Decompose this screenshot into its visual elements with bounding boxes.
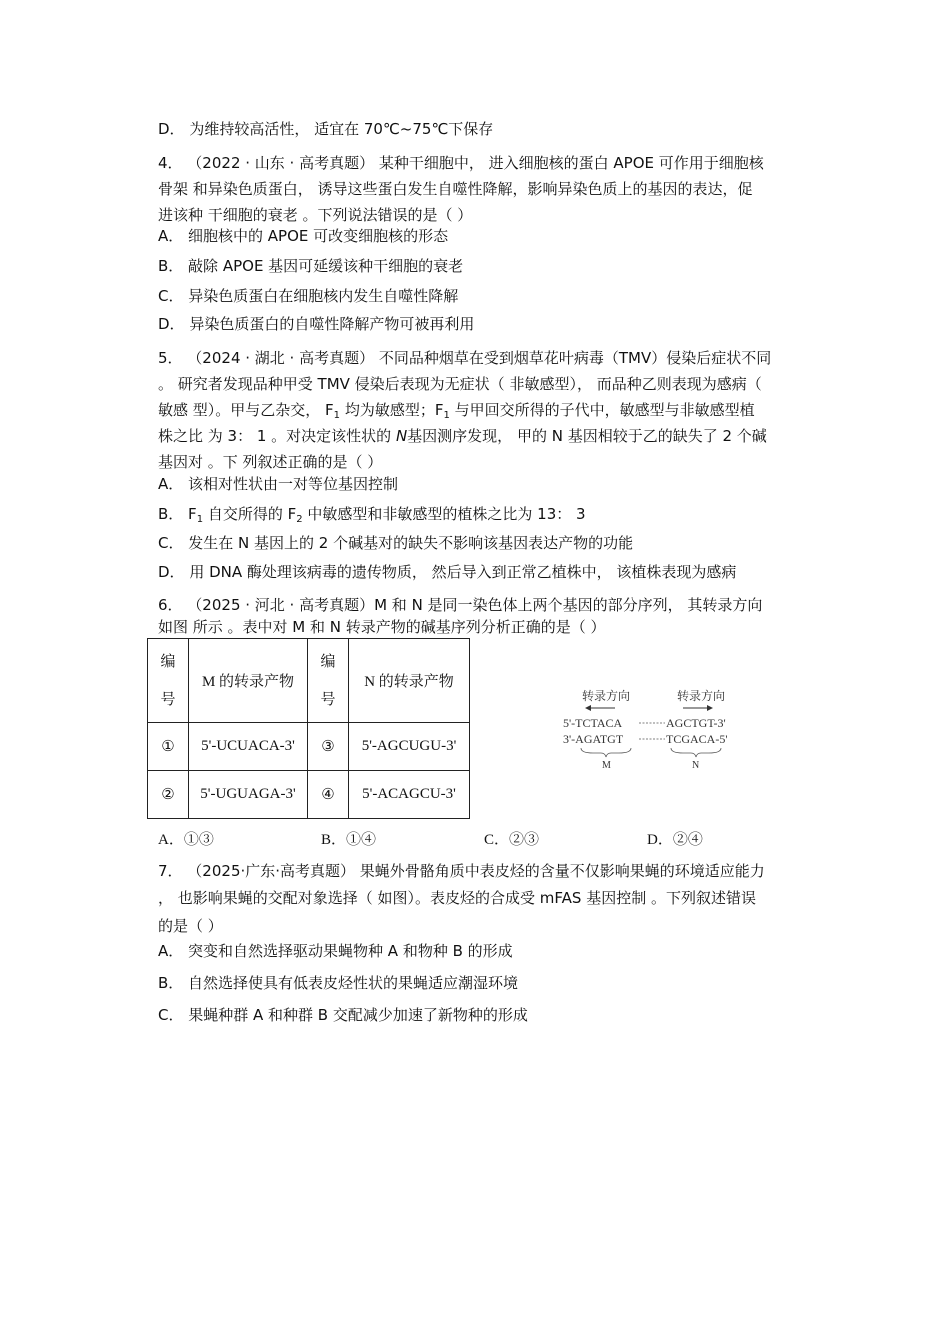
q5-option-b: B． $F_1$ 自交所得的 $F_2$ 中敏感型和非敏感型的植株之比为 13： 3: [158, 505, 586, 525]
q6-stem-line-2: 如图 所示 。表中对 M 和 N 转录产物的碱基序列分析正确的是（ ）: [158, 618, 606, 636]
m-top-strand: 5'-TCTACA: [563, 716, 623, 730]
q5-option-a: A． 该相对性状由一对等位基因控制: [158, 475, 399, 493]
m-gene-label: M: [602, 760, 611, 771]
n-product-cell: 5'-ACAGCU-3': [349, 771, 470, 819]
q6-choice-c: C．②③: [484, 832, 540, 848]
gene-direction-diagram: [555, 682, 755, 772]
transcript-table: [147, 638, 470, 819]
q7-stem-line-1: 7． （2025·广东·高考真题） 果蝇外骨骼角质中表皮烃的含量不仅影响果蝇的环境适应能力: [158, 862, 765, 880]
n-top-strand: AGCTGT-3': [666, 716, 726, 730]
q5-stem-line-2: 。 研究者发现品种甲受 TMV 侵染后表现为无症状（ 非敏感型）， 而品种乙则表现为感病（: [158, 375, 762, 393]
right-direction-label: 转录方向: [677, 689, 726, 703]
m-brace-icon: [581, 748, 631, 757]
q5-stem-line-5: 基因对 。下 列叙述正确的是（ ）: [158, 453, 383, 471]
q6-choice-b: B．①④: [321, 832, 377, 848]
table-row: [148, 771, 470, 819]
m-product-cell: 5'-UGUAGA-3': [189, 771, 308, 819]
header-n-product: N 的转录产物: [349, 639, 470, 723]
n-brace-icon: [671, 748, 721, 757]
header-number-2: 编 号: [308, 639, 349, 723]
q5-option-c: C． 发生在 N 基因上的 2 个碱基对的缺失不影响该基因表达产物的功能: [158, 534, 634, 552]
q4-stem-line-3: 进该种 干细胞的衰老 。下列说法错误的是（ ）: [158, 206, 473, 224]
n-bottom-strand: TCGACA-5': [666, 732, 728, 746]
q7-option-c: C． 果蝇种群 A 和种群 B 交配减少加速了新物种的形成: [158, 1006, 528, 1024]
q4-stem-line-1: 4． （2022 · 山东 · 高考真题） 某种干细胞中， 进入细胞核的蛋白 APOE 可作用于细胞核: [158, 154, 764, 172]
left-arrow-icon: [585, 705, 615, 711]
right-arrow-icon: [683, 705, 713, 711]
q4-option-b: B． 敲除 APOE 基因可延缓该种干细胞的衰老: [158, 257, 464, 275]
m-product-cell: 5'-UCUACA-3': [189, 723, 308, 771]
header-number-1: 编 号: [148, 639, 189, 723]
q5-stem-line-4: 株之比 为 3： 1 。对决定该性状的 N基因测序发现， 甲的 N 基因相较于乙的缺失了 2 个碱: [158, 427, 767, 445]
row-number: ②: [148, 771, 189, 819]
q6-stem-line-1: 6． （2025 · 河北 · 高考真题）M 和 N 是同一染色体上两个基因的部分序列， 其转录方向: [158, 596, 763, 614]
m-bottom-strand: 3'-AGATGT: [563, 732, 624, 746]
q4-stem-line-2: 骨架 和异染色质蛋白， 诱导这些蛋白发生自噬性降解，影响异染色质上的基因的表达，促: [158, 180, 753, 198]
q7-stem-line-3: 的是（ ）: [158, 917, 223, 935]
q5-option-d: D． 用 DNA 酶处理该病毒的遗传物质， 然后导入到正常乙植株中， 该植株表现为感病: [158, 563, 737, 581]
q5-stem-line-1: 5． （2024 · 湖北 · 高考真题） 不同品种烟草在受到烟草花叶病毒（TMV）侵染后症状不同: [158, 349, 772, 367]
q6-choice-d: D．②④: [647, 832, 703, 848]
n-gene-label: N: [692, 760, 700, 771]
q5-stem-line-3: 敏感 型）。甲与乙杂交， $F_1$ 均为敏感型；$F_1$ 与甲回交所得的子代中，敏感型与非敏感型植: [158, 401, 755, 421]
table-header-row: [148, 639, 470, 723]
q7-option-b: B． 自然选择使具有低表皮烃性状的果蝇适应潮湿环境: [158, 974, 519, 992]
q4-option-a: A． 细胞核中的 APOE 可改变细胞核的形态: [158, 227, 449, 245]
header-m-product: M 的转录产物: [189, 639, 308, 723]
table-row: [148, 723, 470, 771]
row-number: ③: [308, 723, 349, 771]
left-direction-label: 转录方向: [582, 689, 631, 703]
n-product-cell: 5'-AGCUGU-3': [349, 723, 470, 771]
q4-option-c: C． 异染色质蛋白在细胞核内发生自噬性降解: [158, 287, 459, 305]
q6-choice-a: A．①③: [158, 832, 214, 848]
row-number: ①: [148, 723, 189, 771]
q7-stem-line-2: ， 也影响果蝇的交配对象选择（ 如图）。表皮烃的合成受 mFAS 基因控制 。下列叙述错误: [158, 889, 756, 907]
q3-option-d: D． 为维持较高活性， 适宜在 70℃~75℃下保存: [158, 120, 494, 138]
q7-option-a: A． 突变和自然选择驱动果蝇物种 A 和物种 B 的形成: [158, 942, 513, 960]
row-number: ④: [308, 771, 349, 819]
q4-option-d: D． 异染色质蛋白的自噬性降解产物可被再利用: [158, 315, 475, 333]
